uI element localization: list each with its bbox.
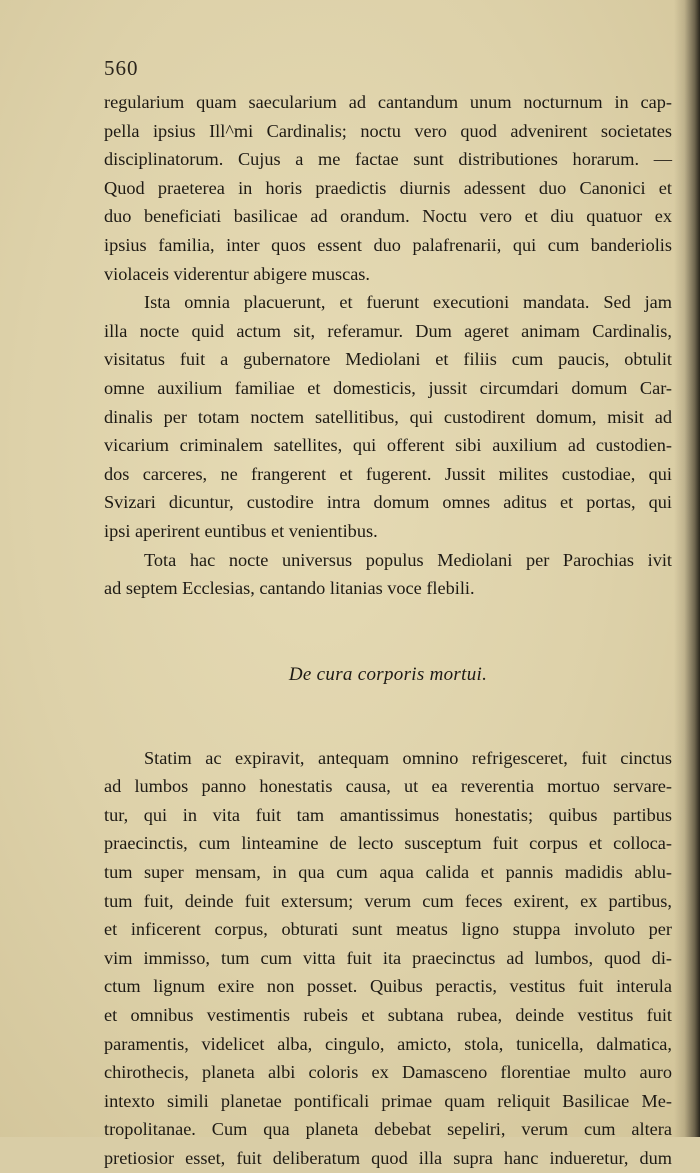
text-line: tropolitanae. Cum qua planeta debebat sepeliri, verum cum altera [104, 1119, 672, 1140]
paragraph-2 [104, 288, 672, 545]
text-line: visitatus fuit a gubernatore Mediolani et filiis cum paucis, obtulit [104, 349, 672, 370]
text-line: et omnibus vestimentis rubeis et subtana rubea, deinde vestitus fuit [104, 1005, 672, 1026]
text-line: duo beneficiati basilicae ad orandum. Noctu vero et diu quatuor ex [104, 206, 672, 227]
section-spacer [104, 690, 672, 744]
text-line: dos carceres, ne frangerent et fugerent. Jussit milites custodiae, qui [104, 463, 672, 484]
text-line: intexto simili planetae pontificali primae quam reliquit Basilicae Me- [104, 1090, 672, 1111]
page-number: 560 [104, 56, 139, 80]
paragraph-3 [104, 546, 672, 603]
text-line: vicarium criminalem satellites, qui offerent sibi auxilium ad custodien- [104, 435, 672, 456]
text-line: Tota hac nocte universus populus Mediolani per Parochias ivit [144, 549, 672, 570]
text-line: regularium quam saecularium ad cantandum unum nocturnum in cap- [104, 92, 672, 112]
text-line: tum fuit, deinde fuit extersum; verum cum feces exirent, ex partibus, [104, 890, 672, 911]
text-line: ad lumbos panno honestatis causa, ut ea reverentia mortuo servare- [104, 776, 672, 797]
text-line: ipsius familia, inter quos essent duo palafrenarii, qui cum banderiolis [104, 234, 672, 255]
text-line: ipsi aperirent euntibus et venientibus. [104, 520, 378, 541]
text-line: praecinctis, cum linteamine de lecto susceptum fuit corpus et colloca- [104, 833, 672, 854]
section-heading: De cura corporis mortui. [288, 663, 488, 685]
text-line: ad septem Ecclesias, cantando litanias voce flebili. [104, 578, 475, 599]
text-line: chirothecis, planeta albi coloris ex Damasceno florentiae multo auro [104, 1062, 672, 1083]
text-line: tum super mensam, in qua cum aqua calida et pannis madidis ablu- [104, 862, 672, 883]
text-line: paramentis, videlicet alba, cingulo, amicto, stola, tunicella, dalmatica, [104, 1033, 672, 1054]
text-line: pretiosior esset, fuit deliberatum quod illa supra hanc indueretur, dum [104, 1148, 672, 1168]
text-line: omne auxilium familiae et domesticis, jussit circumdari domum Car- [104, 377, 672, 398]
page-edge-shadow [674, 0, 700, 1137]
text-line: Statim ac expiravit, antequam omnino refrigesceret, fuit cinctus [144, 747, 672, 768]
text-line: violaceis viderentur abigere muscas. [104, 263, 370, 284]
text-line: et inficerent corpus, obturati sunt meatus ligno stuppa involuto per [104, 919, 672, 940]
text-line: pella ipsius Ill^mi Cardinalis; noctu vero quod advenirent societates [104, 120, 672, 141]
text-line: illa nocte quid actum sit, referamur. Dum ageret animam Cardinalis, [104, 320, 672, 341]
text-line: Svizari dicuntur, custodire intra domum omnes aditus et portas, qui [104, 492, 672, 513]
text-line: Ista omnia placuerunt, et fuerunt executioni mandata. Sed jam [144, 292, 672, 313]
text-line: Quod praeterea in horis praedictis diurnis adessent duo Canonici et [104, 177, 672, 198]
paragraph-4 [104, 744, 672, 1173]
text-block [104, 88, 672, 1173]
text-line: ctum lignum exire non posset. Quibus peractis, vestitus fuit interula [104, 976, 672, 997]
text-line: dinalis per totam noctem satellitibus, qui custodirent domum, misit ad [104, 406, 672, 427]
section-spacer [104, 603, 672, 660]
text-line: disciplinatorum. Cujus a me factae sunt distributiones horarum. — [104, 149, 672, 170]
text-line: vim immisso, tum cum vitta fuit ita praecinctus ad lumbos, quod di- [104, 947, 672, 968]
paragraph-1 [104, 88, 672, 288]
text-line: tur, qui in vita fuit tam amantissimus honestatis; quibus partibus [104, 804, 672, 825]
